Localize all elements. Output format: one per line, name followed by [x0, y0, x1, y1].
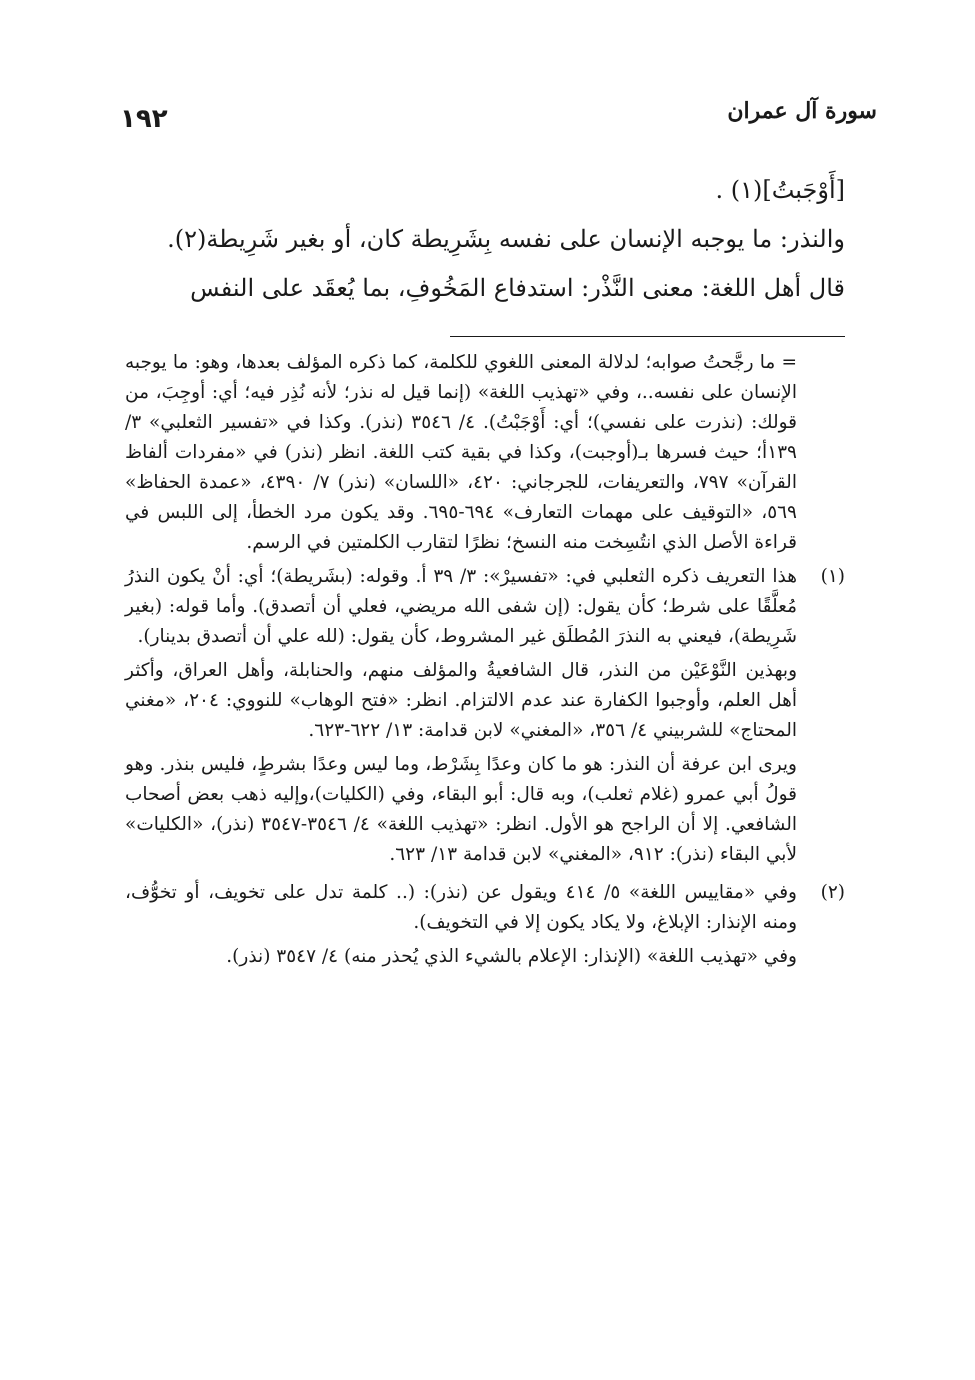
- footnote-paragraph: هذا التعريف ذكره الثعلبي في: «تفسيرْ»: ٣/ ٣٩ أ. وقوله: (بشَريطة)؛ أي: أنْ يكون النذرُ مُعلَّقًا على شرط؛ كأن يقول: (إن شفى الله مريضي، فعلي أن أتصدق). وأما قوله: (بغير شَرِيطة)، فيعني به النذرَ المُطلَق غير المشروط، كأن يقول: (لله علي أن أتصدق بدينار).: [125, 566, 797, 647]
- footnote-marker: (١): [820, 566, 845, 587]
- surah-title: سورة آل عمران: [727, 98, 877, 124]
- footnote-continuation: = ما رجَّحتُ صوابه؛ لدلالة المعنى اللغوي للكلمة، كما ذكره المؤلف بعدها، وهو: ما يوجبه الإنسان على نفسه..، وفي «تهذيب اللغة» (إنما قيل له نذر؛ لأنه نُذِر فيه؛ أي: أوجِبَ، من قولك: (نذرت على نفسي)؛ أي: أَوْجَبْتُ). ٤/ ٣٥٤٦ (نذر). وكذا في «تفسير الثعلبي» ٣/ ١٣٩أ؛ حيث فسرها بـ(أوجبت)، وكذا في بقية كتب اللغة. انظر (نذر) في «مفردات ألفاظ القرآن» ٧٩٧، والتعريفات، للجرجاني: ٤٢٠، «اللسان» (نذر) ٧/ ٤٣٩٠، «عمدة الحفاظ» ٥٦٩، «التوقيف على مهمات التعارف» ٦٩٤-٦٩٥. وقد يكون مرد الخطأ، إلى اللبس في قراءة الأصل الذي انتُسِخت منه النسخ؛ نظرًا لتقارب الكلمتين في الرسم.: [125, 352, 797, 553]
- footnote-paragraph: وبهذين النَّوْعَيْن من النذر، قال الشافعيةُ والمؤلف منهم، والحنابلة، وأهل العراق، وأكثر أهل العلم، وأوجبوا الكفارة عند عدم الالتزام. انظر: «فتح الوهاب» للنووي: ٢٠٤، «مغني المحتاج» للشربيني ٤/ ٣٥٦، «المغني» لابن قدامة: ١٣/ ٦٢٢-٦٢٣.: [125, 660, 797, 741]
- main-line: والنذر: ما يوجبه الإنسان على نفسه بِشَرِيطة كان، أو بغير شَرِيطة(٢).: [167, 225, 845, 253]
- footnote-paragraph: ويرى ابن عرفة أن النذر: هو ما كان وعدًا بِشَرْط، وما ليس وعدًا بشرطٍ، فليس بنذر. وهو قولُ أبي عمرو (غلام ثعلب)، وبه قال: أبو البقاء، وفي (الكليات)،وإليه ذهب بعض أصحاب الشافعي. إلا أن الراجح هو الأول. انظر: «تهذيب اللغة» ٤/ ٣٥٤٦-٣٥٤٧ (نذر)، «الكليات» لأبي البقاء (نذر): ٩١٢، «المغني» لابن قدامة ١٣/ ٦٢٣.: [125, 754, 797, 865]
- running-header: [120, 98, 877, 138]
- footnote-marker: (٢): [820, 882, 845, 903]
- page-number: ١٩٢: [120, 104, 168, 134]
- main-text: [125, 166, 845, 313]
- footnote-paragraph: وفي «مقاييس اللغة» ٥/ ٤١٤ ويقول عن (نذر): (.. كلمة تدل على تخويف، أو تخوُّف، ومنه الإنذار: الإبلاغ، ولا يكاد يكون إلا في التخويف).: [125, 882, 797, 933]
- main-line: [أَوْجَبتُ](١) .: [715, 176, 845, 204]
- footnote-1: [125, 562, 845, 874]
- main-line: قال أهل اللغة: معنى النَّذْر: استدفاع المَخُوفِ، بما يُعقَد على النفس: [190, 274, 845, 302]
- footnote-paragraph: وفي «تهذيب اللغة» (الإنذار: الإعلام بالشيء الذي يُحذر منه) ٤/ ٣٥٤٧ (نذر).: [226, 946, 797, 967]
- footnotes: [125, 348, 845, 980]
- footnote-2: [125, 878, 845, 976]
- footnote-separator: [450, 336, 845, 337]
